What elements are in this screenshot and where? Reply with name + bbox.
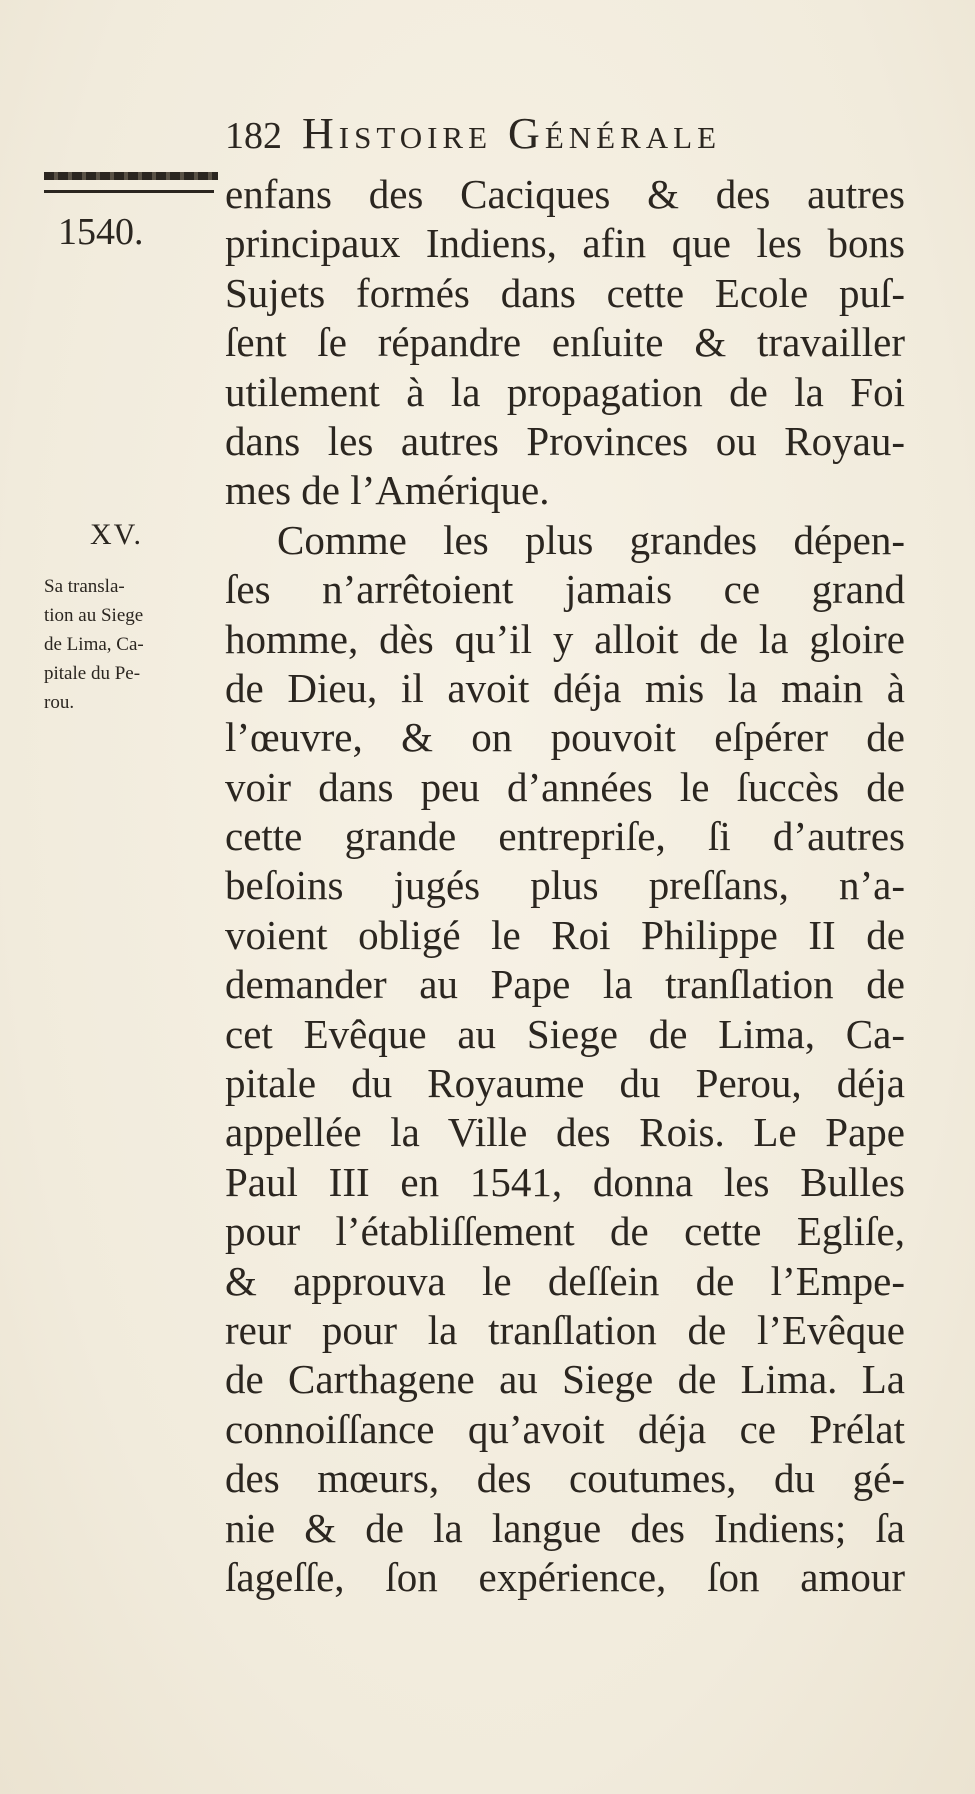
margin-note-line: de Lima, Ca- xyxy=(44,634,144,655)
margin-note-line: tion au Siege xyxy=(44,605,144,626)
text-line: Paul III en 1541, donna les Bulles xyxy=(225,1158,905,1205)
text-line: dans les autres Provinces ou Royau- xyxy=(225,417,905,464)
text-line: voient obligé le Roi Philippe II de xyxy=(225,911,905,958)
text-line: reur pour la tranſlation de l’Evêque xyxy=(225,1306,905,1353)
text-line: & approuva le deſſein de l’Empe- xyxy=(225,1257,905,1304)
text-line: Sujets formés dans cette Ecole puſ- xyxy=(225,269,905,316)
text-line: utilement à la propagation de la Foi xyxy=(225,368,905,415)
text-line: homme, dès qu’il y alloit de la gloire xyxy=(225,615,905,662)
text-line: pitale du Royaume du Perou, déja xyxy=(225,1060,905,1107)
text-line: ſent ſe répandre enſuite & travailler xyxy=(225,319,905,366)
body-text xyxy=(225,170,905,1602)
text-line: nie & de la langue des Indiens; ſa xyxy=(225,1504,905,1551)
text-line: des mœurs, des coutumes, du gé- xyxy=(225,1455,905,1502)
text-line: beſoins jugés plus preſſans, n’a- xyxy=(225,862,905,909)
text-line: mes de l’Amérique. xyxy=(225,467,550,514)
text-line: principaux Indiens, afin que les bons xyxy=(225,220,905,267)
margin-year: 1540. xyxy=(58,211,144,253)
margin-note-line: Sa transla- xyxy=(44,576,125,597)
running-title: Histoire Générale xyxy=(302,109,722,158)
text-line: l’œuvre, & on pouvoit eſpérer de xyxy=(225,714,905,761)
margin-rule xyxy=(44,172,218,180)
margin-note-line: rou. xyxy=(44,692,75,713)
margin-note-line: pitale du Pe- xyxy=(44,663,141,684)
text-line: connoiſſance qu’avoit déja ce Prélat xyxy=(225,1405,905,1452)
text-line: enfans des Caciques & des autres xyxy=(225,171,905,217)
text-line: pour l’établiſſement de cette Egliſe, xyxy=(225,1208,905,1255)
margin-note xyxy=(44,572,214,717)
text-line: Comme les plus grandes dépen- xyxy=(277,516,905,563)
section-number: XV. xyxy=(90,518,143,551)
margin-rule-thin xyxy=(44,190,214,193)
page-number: 182 xyxy=(225,115,282,157)
text-line: demander au Pape la tranſlation de xyxy=(225,961,905,1008)
page-header xyxy=(225,108,885,164)
text-line: ſageſſe, ſon expérience, ſon amour xyxy=(225,1553,905,1600)
text-line: ſes n’arrêtoient jamais ce grand xyxy=(225,566,905,613)
text-line: voir dans peu d’années le ſuccès de xyxy=(225,763,905,810)
text-line: de Dieu, il avoit déja mis la main à xyxy=(225,664,905,711)
text-line: appellée la Ville des Rois. Le Pape xyxy=(225,1109,905,1156)
text-line: cet Evêque au Siege de Lima, Ca- xyxy=(225,1010,905,1057)
text-line: de Carthagene au Siege de Lima. La xyxy=(225,1356,905,1403)
text-line: cette grande entrepriſe, ſi d’autres xyxy=(225,813,905,860)
